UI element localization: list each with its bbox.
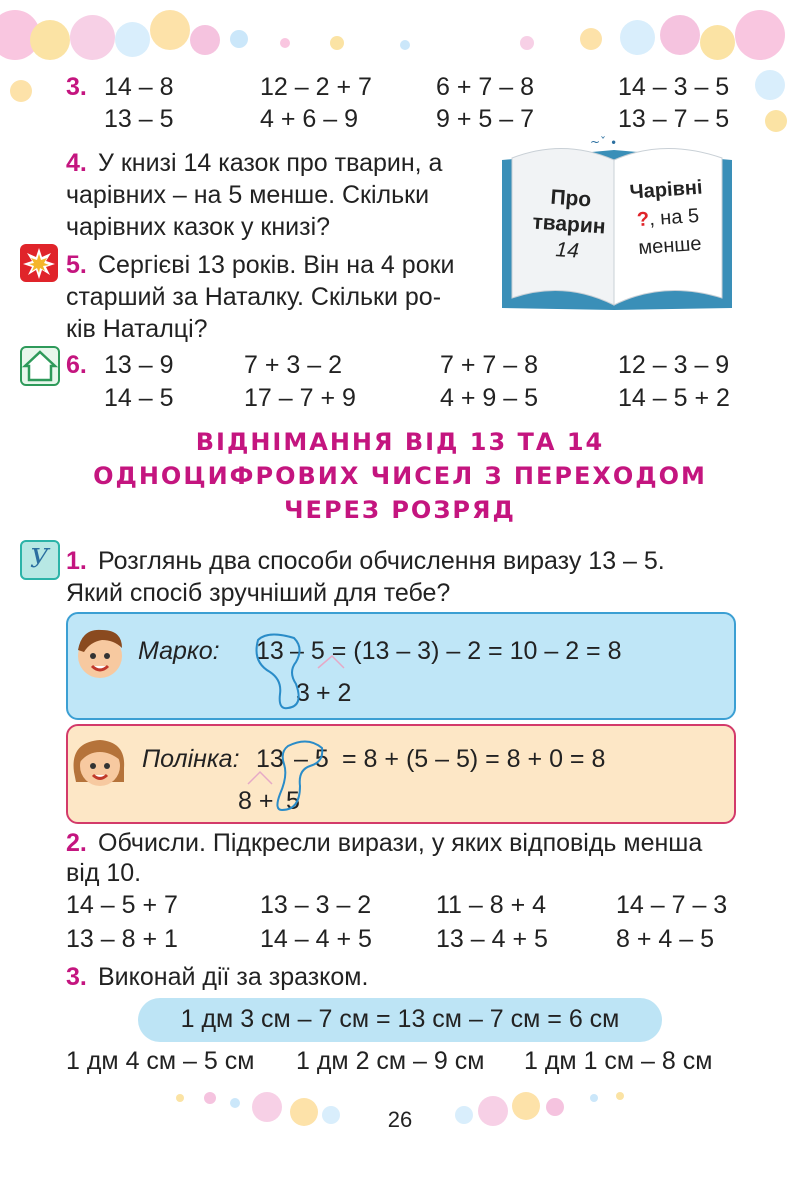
exercise-number: 5. [66, 251, 87, 279]
expression: 13 – 4 + 5 [436, 925, 548, 953]
split-part: 3 [296, 679, 310, 707]
expression: 4 + 6 – 9 [260, 105, 358, 133]
section-title: ЧЕРЕЗ РОЗРЯД [284, 496, 516, 524]
grouping-loop [238, 736, 358, 816]
expression: 11 – 8 + 4 [436, 891, 547, 919]
equation-part: 13 [256, 745, 284, 773]
expression: 14 – 3 – 5 [618, 73, 730, 101]
expression: 4 + 9 – 5 [440, 384, 538, 412]
exercise-number: 3. [66, 73, 87, 101]
expression: 13 – 3 – 2 [260, 891, 372, 919]
example-pill [138, 998, 662, 1042]
expression: 14 – 5 [104, 384, 174, 412]
expression: 8 + 4 – 5 [616, 925, 714, 953]
problem-text: У книзі 14 казок про тварин, а [98, 149, 443, 177]
girl-avatar [68, 732, 130, 794]
exercise-number: 1. [66, 547, 87, 575]
split-part: 8 + [238, 787, 274, 815]
expression: 13 – 9 [104, 351, 174, 379]
exercise-number: 2. [66, 829, 87, 857]
problem-text: Розглянь два способи обчислення виразу 13 – 5. [98, 547, 665, 575]
expression: 13 – 8 + 1 [66, 925, 178, 953]
expression: 1 дм 4 см – 5 см [66, 1047, 255, 1075]
example-equation: 1 дм 3 см – 7 см = 13 см – 7 см = 6 см [180, 1005, 620, 1033]
problem-text: від 10. [66, 859, 142, 887]
problem-text: Виконай дії за зразком. [98, 963, 369, 991]
book-left-value: 14 [554, 238, 580, 263]
section-title: ВІДНІМАННЯ ВІД 13 ТА 14 [195, 428, 605, 456]
book-right-title: Чарівні [628, 176, 704, 204]
book-left-title: Про [549, 185, 592, 212]
star-burst-icon [20, 244, 58, 282]
boy-avatar [68, 622, 130, 684]
expression: 14 – 4 + 5 [260, 925, 372, 953]
expression: 14 – 5 + 7 [66, 891, 178, 919]
equation: = 8 + (5 – 5) = 8 + 0 = 8 [342, 745, 606, 773]
expression: 14 – 8 [104, 73, 174, 101]
script-u-icon: У [20, 540, 60, 580]
expression: 9 + 5 – 7 [436, 105, 534, 133]
problem-text: чарівних – на 5 менше. Скільки [66, 181, 430, 209]
problem-text: старший за Наталку. Скільки ро- [66, 283, 442, 311]
expression: 14 – 7 – 3 [616, 891, 728, 919]
expression: 7 + 7 – 8 [440, 351, 538, 379]
book-right-text: , на 5 [648, 204, 700, 231]
expression: 1 дм 2 см – 9 см [296, 1047, 485, 1075]
expression: 12 – 3 – 9 [618, 351, 730, 379]
exercise-number: 3. [66, 963, 87, 991]
problem-text: Обчисли. Підкресли вирази, у яких відповідь менша [98, 829, 703, 857]
polinka-method-box [66, 724, 736, 824]
problem-text: Який спосіб зручніший для тебе? [66, 579, 451, 607]
exercise-number: 6. [66, 351, 87, 379]
equation-part: 13 [256, 637, 284, 665]
expression: 1 дм 1 см – 8 см [524, 1047, 713, 1075]
unknown-mark: ? [636, 208, 650, 232]
expression: 13 – 7 – 5 [618, 105, 730, 133]
split-part: + 2 [316, 679, 352, 707]
expression: 12 – 2 + 7 [260, 73, 372, 101]
student-name: Полінка: [142, 745, 240, 773]
expression: 7 + 3 – 2 [244, 351, 342, 379]
page-number: 26 [387, 1107, 413, 1132]
book-illustration [494, 130, 739, 320]
exercise-number: 4. [66, 149, 87, 177]
student-name: Марко: [138, 637, 220, 665]
equation-part: – 5 [294, 745, 329, 773]
expression: 17 – 7 + 9 [244, 384, 356, 412]
problem-text: чарівних казок у книзі? [66, 213, 331, 241]
expression: 13 – 5 [104, 105, 174, 133]
equation: – 5 = (13 – 3) – 2 = 10 – 2 = 8 [290, 637, 622, 665]
section-title: ОДНОЦИФРОВИХ ЧИСЕЛ З ПЕРЕХОДОМ [93, 462, 707, 490]
problem-text: Сергієві 13 років. Він на 4 роки [98, 251, 455, 279]
expression: 6 + 7 – 8 [436, 73, 534, 101]
book-right-text: менше [637, 232, 703, 260]
svg-text:~ˇ ∙: ~ˇ ∙ [590, 135, 618, 149]
grouping-loop [248, 628, 358, 714]
problem-text: ків Наталці? [66, 315, 208, 343]
split-part: 5 [286, 787, 300, 815]
marko-method-box [66, 612, 736, 720]
expression: 14 – 5 + 2 [618, 384, 730, 412]
book-left-title: тварин [531, 210, 607, 239]
top-decoration [0, 0, 800, 80]
